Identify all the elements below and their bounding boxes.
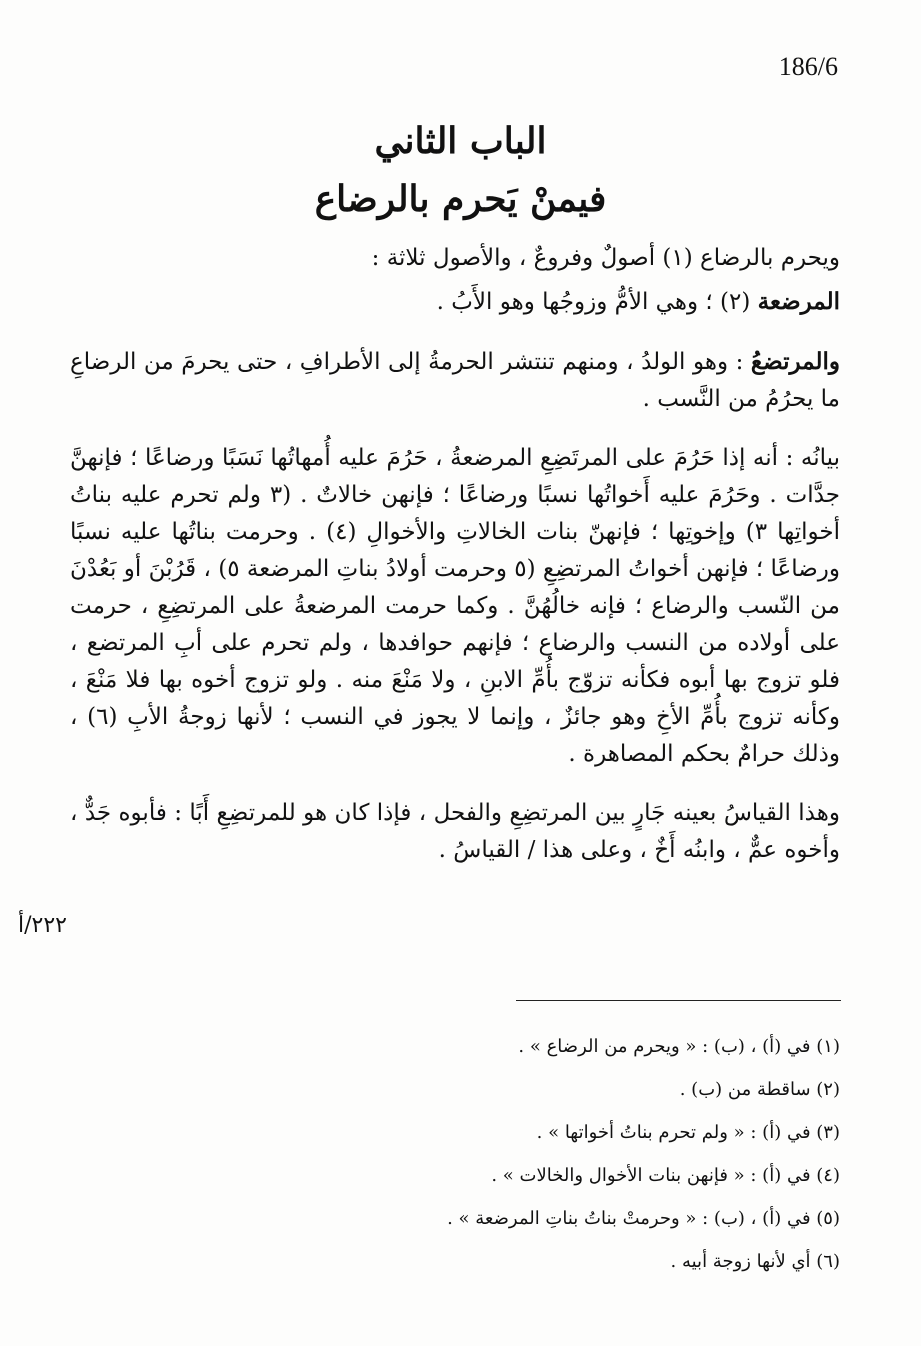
item-child-text: : وهو الولدُ ، ومنهم تنتشر الحرمةُ إلى الأطرافِ ، حتى يحرمَ من الرضاعِ ما يحرُمُ من النَّسب . — [70, 349, 840, 412]
chapter-subtitle: فيمنْ يَحرم بالرضاع — [314, 178, 607, 220]
footnote-2: (٢) ساقطة من (ب) . — [679, 1079, 840, 1100]
footnote-3: (٣) في (أ) : « ولم تحرم بناتُ أخواتها » . — [536, 1122, 840, 1143]
footnote-divider — [516, 1000, 841, 1001]
footnote-1: (١) في (أ) ، (ب) : « ويحرم من الرضاع » . — [518, 1036, 840, 1057]
main-text — [70, 240, 840, 891]
item-mother-term: المرضعة — [757, 288, 840, 315]
footnote-5: (٥) في (أ) ، (ب) : « وحرمتْ بناتُ بناتِ المرضعة » . — [447, 1208, 840, 1229]
analogy-paragraph: وهذا القياسُ بعينه جَارٍ بين المرتضِعِ والفحل ، فإذا كان هو للمرتضِعِ أَبًا : فأبوه جَدٌّ ، وأخوه عمٌّ ، وابنُه أَخٌ ، وعلى هذا / القياسُ . — [70, 800, 840, 863]
explanation-paragraph: بيانُه : أنه إذا حَرُمَ على المرتَضِعِ المرضعةُ ، حَرُمَ عليه أُمهاتُها نَسَبًا ورضاعًا ؛ فإنهنَّ جدَّات . وحَرُمَ عليه أَخواتُها نسبًا ورضاعًا ؛ فإنهن خالاتٌ . (٣ ولم تحرم عليه بناتُ أخواتِها ٣) وإخوتِها ؛ فإنهنّ بنات الخالاتِ والأخوالِ (٤) . وحرمت بناتُها عليه نسبًا ورضاعًا ؛ فإنهن أخواتُ المرتضِعِ (٥ وحرمت أولادُ بناتِ المرضعة ٥) ، قَرُبْنَ أو بَعُدْنَ من النّسب والرضاع ؛ فإنه خالُهُنَّ . وكما حرمت المرضعةُ على المرتضِعِ ، حرمت على أولاده من النسب والرضاع ؛ فإنهم حوافدها ، ولم تحرم على أبِ المرتضع ، فلو تزوج بها أبوه فكأنه تزوّج بأُمِّ الابنِ ، ولا مَنْعَ منه . ولو تزوج أخوه بها فلا مَنْعَ ، وكأنه تزوج بأُمِّ الأخِ وهو جائزٌ ، وإنما لا يجوز في النسب ؛ لأنها زوجةُ الأبِ (٦) ، وذلك حرامٌ بحكم المصاهرة . — [70, 445, 841, 767]
chapter-title: الباب الثاني — [374, 120, 547, 162]
footnotes — [300, 1025, 840, 1283]
item-mother-text: (٢) ؛ وهي الأمُّ وزوجُها وهو الأَبُ . — [436, 289, 758, 315]
item-mother-paragraph — [70, 283, 840, 321]
manuscript-folio-note: ٢٢٢/أ — [18, 913, 67, 938]
page-number: 186/6 — [778, 52, 838, 81]
item-child-term: والمرتضعُ — [750, 348, 840, 375]
footnote-6: (٦) أي لأنها زوجة أبيه . — [670, 1251, 840, 1272]
item-child-paragraph — [70, 343, 840, 418]
intro-paragraph: ويحرم بالرضاع (١) أصولٌ وفروعٌ ، والأصول ثلاثة : — [371, 245, 840, 271]
footnote-4: (٤) في (أ) : « فإنهن بنات الأخوال والخالات » . — [491, 1165, 840, 1186]
